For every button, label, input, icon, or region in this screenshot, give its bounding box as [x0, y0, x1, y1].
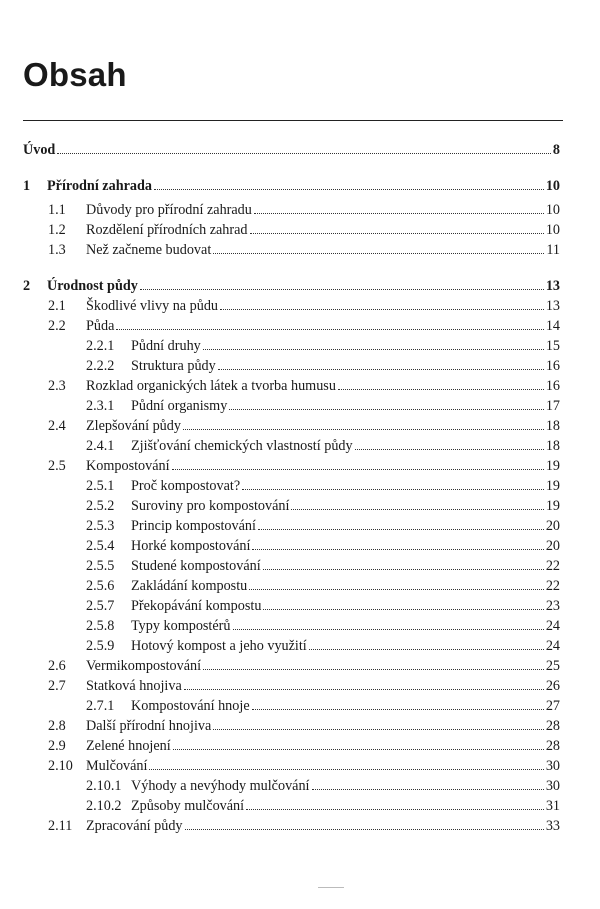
toc-entry-label: Suroviny pro kompostování	[131, 498, 290, 514]
toc-entry-number: 2.2.2	[86, 358, 115, 374]
toc-entry-page: 28	[545, 718, 560, 734]
toc-entry-label: Hotový kompost a jeho využití	[131, 638, 307, 654]
dot-leader	[220, 309, 544, 310]
toc-entry-number: 2.2.1	[86, 338, 115, 354]
dot-leader	[213, 729, 544, 730]
toc-entry-label: Horké kompostování	[131, 538, 251, 554]
toc-entry	[48, 376, 560, 396]
toc-entry-label: Půdní druhy	[131, 338, 201, 354]
toc-entry-page: 20	[545, 518, 560, 534]
toc-entry-page: 24	[545, 638, 560, 654]
toc-entry-page: 23	[545, 598, 560, 614]
toc-entry-number: 2.5.9	[86, 638, 115, 654]
toc-entry-page: 16	[545, 378, 560, 394]
toc-entry-page: 30	[545, 778, 560, 794]
toc-entry-label: Studené kompostování	[131, 558, 261, 574]
toc-entry-label: Půda	[86, 318, 115, 334]
dot-leader	[252, 709, 544, 710]
toc-entry-label: Další přírodní hnojiva	[86, 718, 212, 734]
toc-entry	[23, 276, 560, 296]
toc-entry	[48, 456, 560, 476]
toc-entry-number: 2.1	[48, 298, 66, 314]
toc-entry-label: Proč kompostovat?	[131, 478, 241, 494]
toc-entry-number: 2.6	[48, 658, 66, 674]
toc-entry-page: 17	[545, 398, 560, 414]
dot-leader	[312, 789, 544, 790]
toc-entry-page: 16	[545, 358, 560, 374]
toc-entry	[23, 140, 560, 160]
toc-entry-page: 15	[545, 338, 560, 354]
toc-entry-number: 2.4.1	[86, 438, 115, 454]
toc-entry-label: Princip kompostování	[131, 518, 256, 534]
toc-entry-label: Výhody a nevýhody mulčování	[131, 778, 310, 794]
toc-entry	[86, 436, 560, 456]
toc-entry-label: Zpracování půdy	[86, 818, 183, 834]
toc-entry	[48, 756, 560, 776]
dot-leader	[154, 189, 544, 190]
toc-entry	[86, 696, 560, 716]
toc-entry-page: 14	[545, 318, 560, 334]
toc-entry-number: 1.1	[48, 202, 66, 218]
page-title: Obsah	[23, 56, 127, 93]
toc-entry	[23, 176, 560, 196]
toc-entry	[86, 796, 560, 816]
toc-entry-number: 2.3	[48, 378, 66, 394]
toc-entry	[48, 676, 560, 696]
toc-entry	[86, 596, 560, 616]
toc-entry	[48, 416, 560, 436]
toc-entry-page: 27	[545, 698, 560, 714]
toc-entry-label: Úrodnost půdy	[47, 278, 138, 294]
toc-entry	[86, 396, 560, 416]
toc-entry-number: 2.5.1	[86, 478, 115, 494]
dot-leader	[185, 829, 544, 830]
toc-entry-page: 11	[546, 242, 560, 258]
dot-leader	[338, 389, 544, 390]
dot-leader	[254, 213, 544, 214]
toc-entry	[48, 816, 560, 836]
dot-leader	[249, 589, 544, 590]
dot-leader	[242, 489, 544, 490]
toc-entry	[86, 616, 560, 636]
dot-leader	[183, 429, 544, 430]
toc-entry-number: 2.7	[48, 678, 66, 694]
toc-entry-page: 18	[545, 418, 560, 434]
toc-entry-number: 2.10	[48, 758, 73, 774]
toc-entry-label: Zjišťování chemických vlastností půdy	[131, 438, 353, 454]
toc-entry-page: 8	[552, 142, 560, 158]
toc-entry	[86, 476, 560, 496]
toc-entry-number: 2.7.1	[86, 698, 115, 714]
toc-entry-label: Struktura půdy	[131, 358, 216, 374]
toc-entry-number: 2.2	[48, 318, 66, 334]
dot-leader	[263, 609, 543, 610]
toc-entry-number: 2.3.1	[86, 398, 115, 414]
dot-leader	[263, 569, 544, 570]
toc-entry-number: 2.5.6	[86, 578, 115, 594]
toc-entry-page: 31	[545, 798, 560, 814]
dot-leader	[252, 549, 543, 550]
toc-entry-label: Rozdělení přírodních zahrad	[86, 222, 248, 238]
toc-entry	[86, 496, 560, 516]
dot-leader	[258, 529, 544, 530]
toc-entry-number: 2.11	[48, 818, 73, 834]
toc-entry	[86, 536, 560, 556]
toc-entry-label: Škodlivé vlivy na půdu	[86, 298, 219, 314]
dot-leader	[355, 449, 544, 450]
toc-entry-number: 2.4	[48, 418, 66, 434]
dot-leader	[140, 289, 544, 290]
dot-leader	[218, 369, 544, 370]
toc-entry	[86, 356, 560, 376]
toc-entry	[48, 736, 560, 756]
toc-entry-label: Zakládání kompostu	[131, 578, 248, 594]
dot-leader	[173, 749, 544, 750]
toc-entry-number: 1.3	[48, 242, 66, 258]
toc-entry-label: Mulčování	[86, 758, 148, 774]
toc-entry-number: 2.10.1	[86, 778, 122, 794]
toc-entry-number: 2.10.2	[86, 798, 122, 814]
toc-entry	[48, 240, 560, 260]
toc-entry-label: Než začneme budovat	[86, 242, 212, 258]
toc-entry-page: 19	[545, 498, 560, 514]
toc-entry-page: 22	[545, 578, 560, 594]
toc-entry	[48, 220, 560, 240]
dot-leader	[309, 649, 544, 650]
dot-leader	[184, 689, 544, 690]
dot-leader	[57, 153, 551, 154]
toc-entry-number: 2.5.8	[86, 618, 115, 634]
toc-entry-page: 19	[545, 478, 560, 494]
dot-leader	[149, 769, 543, 770]
toc-entry-number: 2	[23, 278, 31, 294]
toc-entry-label: Statková hnojiva	[86, 678, 182, 694]
dot-leader	[203, 349, 544, 350]
toc-entry	[86, 636, 560, 656]
toc-entry-page: 28	[545, 738, 560, 754]
toc-entry-label: Rozklad organických látek a tvorba humusu	[86, 378, 336, 394]
toc-entry-page: 19	[545, 458, 560, 474]
toc-entry-page: 24	[545, 618, 560, 634]
toc-entry	[86, 576, 560, 596]
toc-entry-page: 10	[545, 178, 560, 194]
toc-entry-page: 30	[545, 758, 560, 774]
toc-entry-page: 26	[545, 678, 560, 694]
toc-entry-page: 10	[545, 222, 560, 238]
toc-entry-label: Zlepšování půdy	[86, 418, 181, 434]
dot-leader	[291, 509, 543, 510]
toc-entry-label: Překopávání kompostu	[131, 598, 262, 614]
toc-entry-label: Důvody pro přírodní zahradu	[86, 202, 252, 218]
toc-entry-number: 2.5.5	[86, 558, 115, 574]
dot-leader	[213, 253, 544, 254]
toc-entry-number: 1.2	[48, 222, 66, 238]
dot-leader	[116, 329, 543, 330]
toc-entry-label: Vermikompostování	[86, 658, 202, 674]
toc-entry-page: 25	[545, 658, 560, 674]
toc-entry	[86, 336, 560, 356]
dot-leader	[229, 409, 544, 410]
dot-leader	[246, 809, 544, 810]
page-mark	[318, 887, 344, 888]
toc-entry	[48, 316, 560, 336]
toc-entry-page: 10	[545, 202, 560, 218]
dot-leader	[172, 469, 544, 470]
toc-entry-number: 2.5.2	[86, 498, 115, 514]
dot-leader	[203, 669, 544, 670]
toc-entry	[86, 776, 560, 796]
toc-entry-label: Typy kompostérů	[131, 618, 231, 634]
dot-leader	[250, 233, 544, 234]
toc-entry-label: Způsoby mulčování	[131, 798, 245, 814]
toc-entry	[48, 656, 560, 676]
toc-entry-page: 20	[545, 538, 560, 554]
toc-entry-label: Půdní organismy	[131, 398, 228, 414]
toc-entry-number: 1	[23, 178, 31, 194]
toc-entry	[48, 200, 560, 220]
toc-entry	[48, 716, 560, 736]
toc-entry-number: 2.5	[48, 458, 66, 474]
toc-entry-label: Úvod	[23, 142, 56, 158]
toc-entry	[86, 556, 560, 576]
toc-entry-number: 2.9	[48, 738, 66, 754]
toc-entry-number: 2.5.7	[86, 598, 115, 614]
toc-entry-page: 13	[545, 278, 560, 294]
title-divider	[23, 120, 563, 121]
toc-entry-number: 2.5.3	[86, 518, 115, 534]
toc-entry-page: 33	[545, 818, 560, 834]
toc-entry-label: Zelené hnojení	[86, 738, 171, 754]
toc-entry-number: 2.8	[48, 718, 66, 734]
toc-entry	[86, 516, 560, 536]
toc-entry-number: 2.5.4	[86, 538, 115, 554]
dot-leader	[233, 629, 544, 630]
toc-entry-page: 22	[545, 558, 560, 574]
toc-entry-label: Přírodní zahrada	[47, 178, 152, 194]
toc-entry-page: 13	[545, 298, 560, 314]
toc-entry-page: 18	[545, 438, 560, 454]
toc-entry-label: Kompostování hnoje	[131, 698, 250, 714]
toc-entry-label: Kompostování	[86, 458, 170, 474]
toc-entry	[48, 296, 560, 316]
